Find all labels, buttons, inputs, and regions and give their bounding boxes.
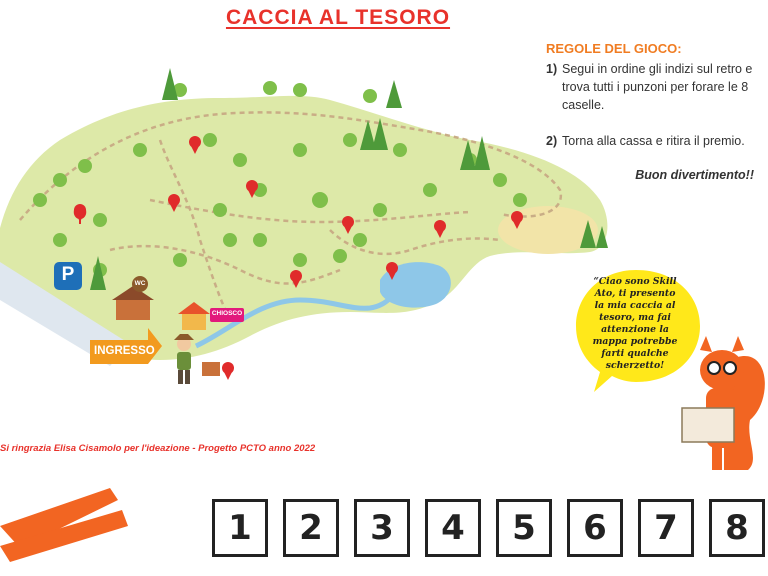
- squirrel-mascot: [682, 336, 765, 470]
- punch-box-6[interactable]: 6: [567, 499, 623, 557]
- parking-label: P: [61, 264, 75, 285]
- punch-box-1[interactable]: 1: [212, 499, 268, 557]
- rules-heading: REGOLE DEL GIOCO:: [546, 41, 682, 56]
- closing-line: Buon divertimento!!: [635, 168, 754, 182]
- punch-tool: [0, 488, 128, 562]
- entrance-building: [116, 298, 150, 320]
- page-title: CACCIA AL TESORO: [225, 6, 451, 29]
- kiosk-label: CHIOSCO: [211, 310, 243, 317]
- game-rules: [546, 40, 768, 184]
- punch-box-3[interactable]: 3: [354, 499, 410, 557]
- punch-box-7[interactable]: 7: [638, 499, 694, 557]
- credits: Si ringrazia Elisa Cisamolo per l'ideazione - Progetto PCTO anno 2022: [0, 443, 316, 454]
- punch-box-2[interactable]: 2: [283, 499, 339, 557]
- rule-1-number: 1): [546, 62, 558, 76]
- kiosk-building: [182, 312, 206, 330]
- rule-1: [546, 60, 768, 114]
- rule-1-text: Segui in ordine gli indizi sul retro e trova tutti i punzoni per forare le 8 caselle.: [562, 62, 753, 112]
- sign-post: [202, 362, 220, 376]
- punch-boxes: [212, 499, 768, 561]
- rule-2-text: Torna alla cassa e ritira il premio.: [562, 134, 745, 148]
- rule-2: [546, 132, 768, 150]
- punch-box-4[interactable]: 4: [425, 499, 481, 557]
- entrance-label: INGRESSO: [94, 345, 155, 357]
- rule-2-number: 2): [546, 134, 558, 148]
- wc-label: WC: [134, 280, 146, 287]
- speech-bubble-text: “Ciao sono Skill Ato, ti presento la mia caccia al tesoro, ma fai attenzione la mappa potrebbe farti qualche scherzetto!: [592, 276, 678, 371]
- punch-box-8[interactable]: 8: [709, 499, 765, 557]
- punch-box-5[interactable]: 5: [496, 499, 552, 557]
